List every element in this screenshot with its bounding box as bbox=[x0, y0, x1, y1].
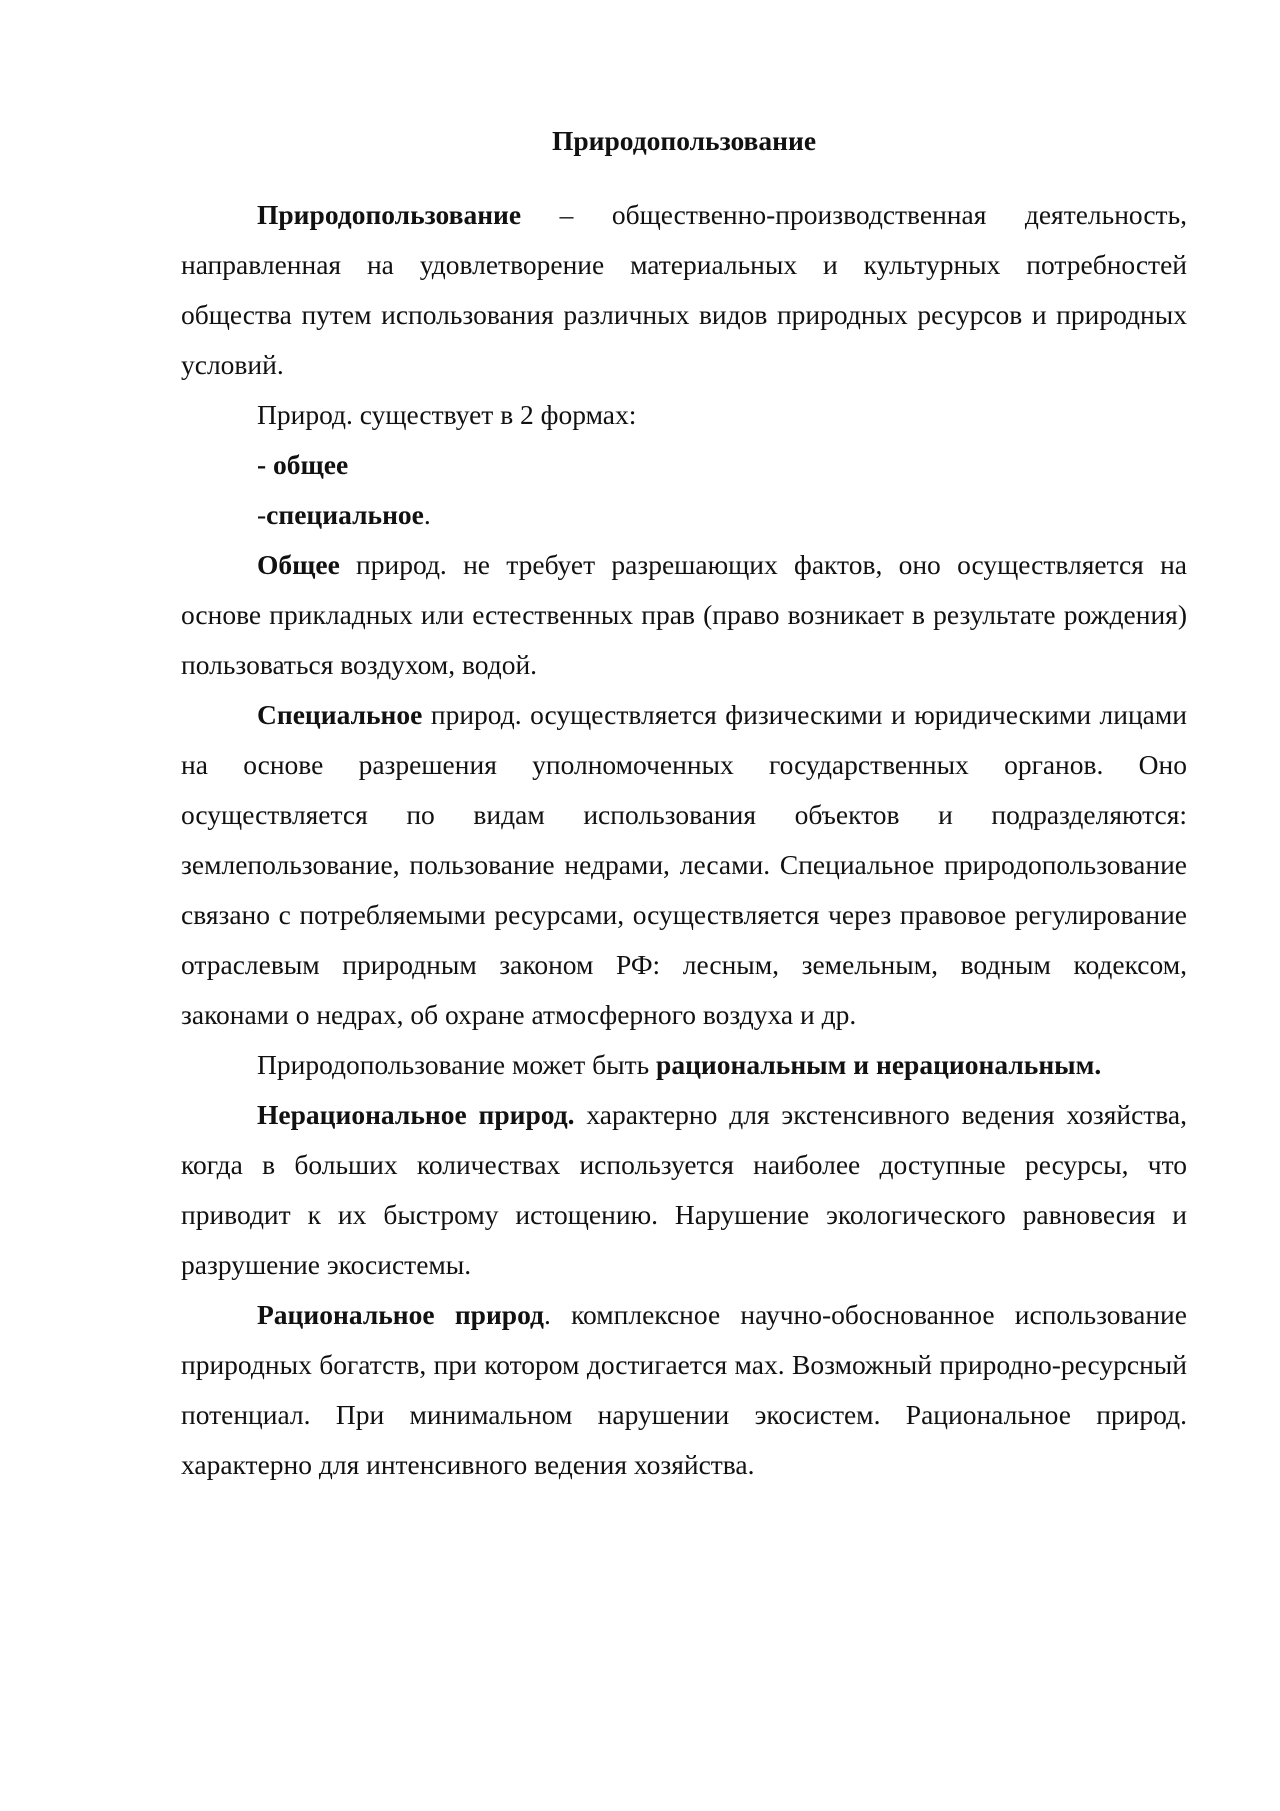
paragraph-special-use bbox=[181, 690, 1187, 1040]
form-item-general bbox=[181, 440, 1187, 490]
paragraph-general-use bbox=[181, 540, 1187, 690]
form-item-special bbox=[181, 490, 1187, 540]
special-use-text: природ. осуществляется физическими и юридическими лицами на основе разрешения уполномоченных государственных органов. Оно осуществляется по видам использования объектов и подразделяются: землепользование, пользование недрами, лесами. Специальное природопользование связано с потребляемыми ресурсами, осуществляется через правовое регулирование отраслевым природным законом РФ: лесным, земельным, водным кодексом, законами о недрах, об охране атмосферного воздуха и др. bbox=[181, 699, 1187, 1030]
paragraph-rational-types bbox=[181, 1040, 1187, 1090]
form-special-suffix: . bbox=[423, 499, 431, 530]
irrational-use-text: характерно для экстенсивного ведения хозяйства, когда в больших количествах используется наиболее доступные ресурсы, что приводит к их быстрому истощению. Нарушение экологического равновесия и разрушение экосистемы. bbox=[181, 1099, 1188, 1280]
term-general: Общее bbox=[257, 549, 340, 580]
term-prirodopolzovanie: Природопользование bbox=[257, 199, 522, 230]
rational-types-bold: рациональным и нерациональным. bbox=[656, 1049, 1102, 1080]
general-use-text: природ. не требует разрешающих фактов, оно осуществляется на основе прикладных или естественных прав (право возникает в результате рождения) пользоваться воздухом, водой. bbox=[181, 549, 1187, 680]
definition-text: – общественно-производственная деятельность, направленная на удовлетворение материальных и культурных потребностей общества путем использования различных видов природных ресурсов и природных условий. bbox=[181, 199, 1187, 380]
rational-types-text: Природопользование может быть bbox=[257, 1049, 657, 1080]
paragraph-rational-use bbox=[181, 1290, 1187, 1490]
paragraph-irrational-use bbox=[181, 1090, 1187, 1290]
form-special-label: специальное bbox=[266, 499, 424, 530]
document-page bbox=[181, 116, 1187, 1490]
forms-intro-text: Природ. существует в 2 формах: bbox=[257, 399, 637, 430]
term-rational: Рациональное природ bbox=[257, 1299, 544, 1330]
document-title: Природопользование bbox=[551, 125, 817, 156]
paragraph-definition bbox=[181, 190, 1187, 390]
form-special-prefix: - bbox=[257, 499, 267, 530]
paragraph-forms-intro bbox=[181, 390, 1187, 440]
rational-use-text: . комплексное научно-обоснованное использование природных богатств, при котором достигается мах. Возможный природно-ресурсный потенциал. При минимальном нарушении экосистем. Рациональное природ. характерно для интенсивного ведения хозяйства. bbox=[181, 1299, 1187, 1480]
term-special: Специальное bbox=[257, 699, 423, 730]
term-irrational: Нерациональное природ. bbox=[257, 1099, 575, 1130]
form-general-label: - общее bbox=[257, 449, 349, 480]
